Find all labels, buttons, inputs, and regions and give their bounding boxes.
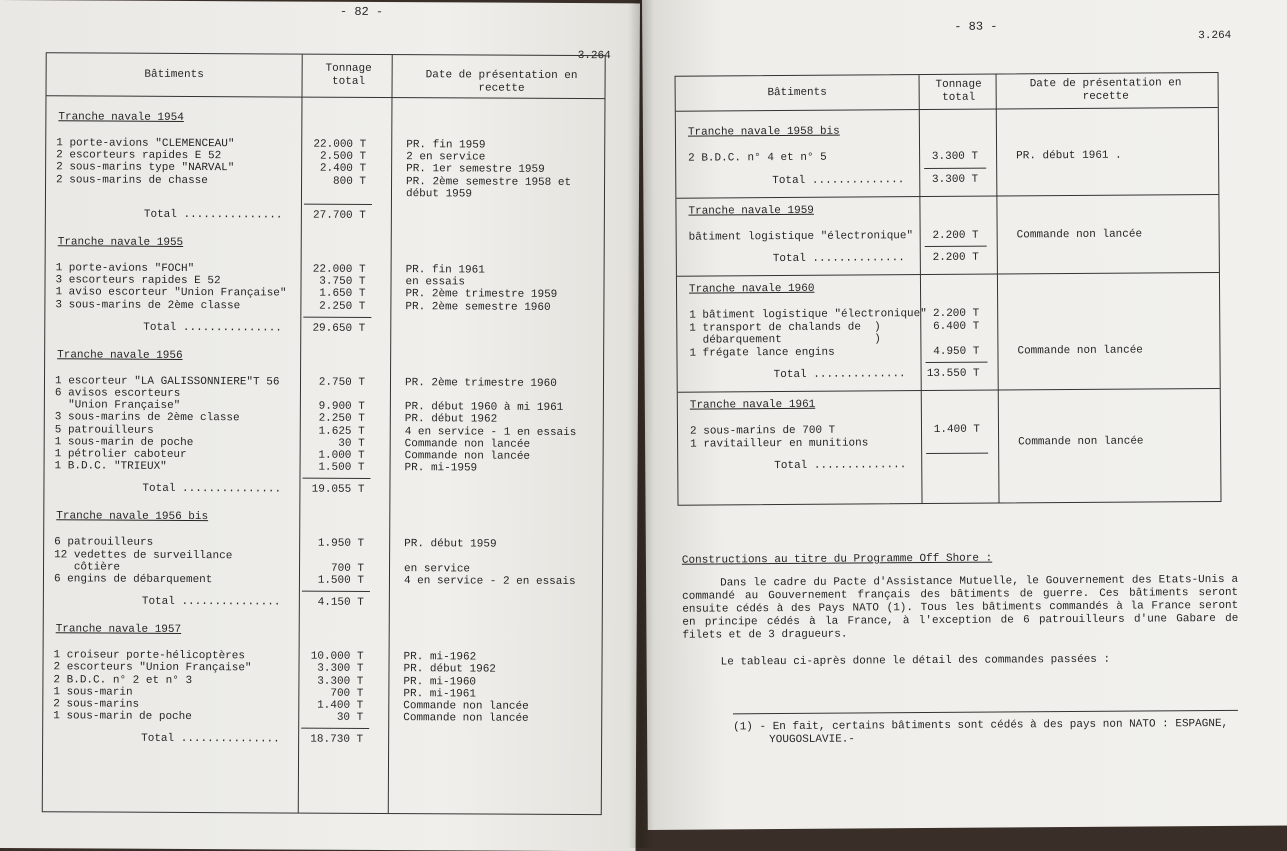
presentation-date: PR. début 1961 . <box>1016 150 1122 163</box>
tonnage-value: 1.500 T <box>302 575 364 587</box>
ship-name: 1 croiseur porte-hélicoptères <box>54 649 245 662</box>
ship-name: 2 sous-marins <box>53 698 139 710</box>
section-separator <box>677 272 1219 277</box>
table-row <box>43 710 601 725</box>
tonnage-value: 2.750 T <box>303 376 365 388</box>
total-rule <box>926 362 988 363</box>
total-row <box>44 483 602 498</box>
total-value: 13.550 T <box>924 368 980 380</box>
presentation-date: PR. mi-1962 <box>404 651 477 663</box>
header-date: Date de présentation en recette <box>1011 77 1201 104</box>
presentation-date: début 1959 <box>406 188 472 200</box>
total-row <box>46 208 604 223</box>
total-rule <box>925 246 987 247</box>
footnote-rule <box>733 710 1238 715</box>
header-tonnage: Tonnage total <box>309 63 389 89</box>
total-value: 4.150 T <box>302 597 364 609</box>
ship-name: 2 sous-marins de 700 T <box>690 425 835 438</box>
tonnage-value: 30 T <box>301 712 363 724</box>
total-value: 27.700 T <box>304 210 366 222</box>
total-value: 2.200 T <box>923 252 979 264</box>
presentation-date: Commande non lancée <box>403 712 528 725</box>
ships-table-left <box>42 52 606 815</box>
tonnage-value: 3.300 T <box>301 663 363 675</box>
total-label: Total ............... <box>143 322 282 335</box>
table-row <box>45 460 603 475</box>
ship-name: 5 patrouilleurs <box>55 424 154 437</box>
presentation-date: PR. 1er semestre 1959 <box>406 164 545 177</box>
presentation-date: PR. 2ème semestre 1958 et <box>406 176 571 189</box>
ship-name: 3 escorteurs rapides E 52 <box>56 274 221 287</box>
ship-name: 1 porte-avions "FOCH" <box>56 262 195 275</box>
section-title: Tranche navale 1961 <box>690 399 816 412</box>
table-row <box>677 227 1219 243</box>
section-title: Tranche navale 1955 <box>58 236 183 249</box>
total-value: 19.055 T <box>302 484 364 496</box>
section-title: Tranche navale 1958 bis <box>688 126 840 139</box>
tonnage-value: 800 T <box>304 175 366 187</box>
section-title: Tranche navale 1956 <box>57 349 182 362</box>
presentation-date: PR. début 1960 à mi 1961 <box>405 401 563 414</box>
presentation-date: PR. 2ème trimestre 1960 <box>405 377 557 390</box>
table-row <box>46 186 604 201</box>
presentation-date: Commande non lancée <box>405 450 530 463</box>
tonnage-value: 30 T <box>303 437 365 449</box>
presentation-date: en essais <box>405 276 464 288</box>
tonnage-value: 3.300 T <box>922 151 978 163</box>
document-reference: 3.264 <box>578 50 611 62</box>
tonnage-value: 1.625 T <box>303 425 365 437</box>
total-label: Total .............. <box>772 174 904 187</box>
total-label: Total ............... <box>144 209 283 222</box>
presentation-date: en service <box>404 563 470 575</box>
ship-name: 2 escorteurs rapides E 52 <box>56 149 221 162</box>
table-row <box>677 343 1219 359</box>
presentation-date: PR. fin 1961 <box>406 264 485 276</box>
total-rule <box>302 591 370 592</box>
presentation-date: PR. 2ème trimestre 1959 <box>405 289 557 302</box>
total-rule <box>301 728 369 729</box>
presentation-date: PR. mi-1959 <box>405 462 478 474</box>
total-rule <box>924 167 986 168</box>
ship-name: 6 engins de débarquement <box>54 573 212 586</box>
total-row <box>677 250 1219 266</box>
document-reference: 3.264 <box>1198 30 1231 42</box>
presentation-date: Commande non lancée <box>1017 344 1143 357</box>
ship-name: bâtiment logistique "électronique" <box>689 230 914 244</box>
ship-name: 2 sous-marins type "NARVAL" <box>56 162 234 175</box>
offshore-title: Constructions au titre du Programme Off Shore : <box>682 553 992 567</box>
tonnage-value: 2.200 T <box>923 308 979 320</box>
presentation-date: Commande non lancée <box>1018 435 1144 448</box>
section-separator <box>678 388 1220 393</box>
page-number: - 83 - <box>954 20 997 34</box>
presentation-date: Commande non lancée <box>1017 228 1143 241</box>
ship-name: 1 sous-marin <box>53 686 132 698</box>
total-rule <box>926 453 988 454</box>
total-row <box>44 595 602 610</box>
tonnage-value: 1.000 T <box>303 450 365 462</box>
header-batiments: Bâtiments <box>676 86 919 101</box>
total-rule <box>304 204 372 205</box>
table-row <box>45 299 603 314</box>
presentation-date: PR. fin 1959 <box>406 139 485 151</box>
ship-name: 2 B.D.C. n° 2 et n° 3 <box>53 674 192 687</box>
tonnage-value: 10.000 T <box>302 651 364 663</box>
total-row <box>43 733 601 748</box>
presentation-date: Commande non lancée <box>405 438 530 451</box>
total-value: 18.730 T <box>301 734 363 746</box>
ship-name: "Union Française" <box>55 399 180 412</box>
total-label: Total .............. <box>774 368 906 381</box>
total-label: Total .............. <box>773 252 905 265</box>
presentation-date: PR. 2ème semestre 1960 <box>405 301 550 314</box>
left-page <box>0 0 640 851</box>
ship-name: 1 bâtiment logistique "électronique" <box>689 308 927 322</box>
ship-name: 1 sous-marin de poche <box>55 436 194 449</box>
tonnage-value: 1.950 T <box>302 538 364 550</box>
ships-table-right <box>675 72 1222 506</box>
section-title: Tranche navale 1960 <box>689 283 815 296</box>
tonnage-value: 4.950 T <box>923 345 979 357</box>
ship-name: 6 avisos escorteurs <box>55 387 180 400</box>
table-row <box>676 149 1218 165</box>
tonnage-value: 2.250 T <box>303 413 365 425</box>
ship-name: 3 sous-marins de 2ème classe <box>55 412 240 425</box>
ship-name: 1 ravitailleur en munitions <box>690 437 868 450</box>
presentation-date: PR. début 1959 <box>404 539 496 551</box>
total-value: 3.300 T <box>922 173 978 185</box>
presentation-date: PR. mi-1960 <box>403 676 476 688</box>
tonnage-value: 9.900 T <box>303 401 365 413</box>
ship-name: côtière <box>54 561 120 573</box>
tonnage-value: 6.400 T <box>923 320 979 332</box>
page-number: - 82 - <box>340 5 383 19</box>
tonnage-value: 700 T <box>302 562 364 574</box>
total-label: Total ............... <box>141 733 280 746</box>
ship-name: 1 aviso escorteur "Union Française" <box>55 287 286 300</box>
tonnage-value: 1.400 T <box>301 700 363 712</box>
ship-name: 1 transport de chalands de ) <box>689 321 881 334</box>
total-row <box>45 321 603 336</box>
footnote: (1) - En fait, certains bâtiments sont cédés à des pays non NATO : ESPAGNE, YOUGOSLAVIE.- <box>733 718 1279 748</box>
ship-name: 2 escorteurs "Union Française" <box>53 662 251 675</box>
total-label: Total .............. <box>774 459 906 472</box>
right-page <box>642 0 1287 830</box>
presentation-date: 4 en service - 2 en essais <box>404 575 576 588</box>
presentation-date: 2 en service <box>406 151 485 163</box>
tonnage-value: 22.000 T <box>304 264 366 276</box>
presentation-date: PR. mi-1961 <box>403 688 476 700</box>
tonnage-value: 1.500 T <box>303 462 365 474</box>
tonnage-value: 2.250 T <box>303 300 365 312</box>
ship-name: 3 sous-marins de 2ème classe <box>55 299 240 312</box>
total-label: Total ............... <box>142 596 281 609</box>
section-separator <box>676 193 1218 198</box>
ship-name: 1 pétrolier caboteur <box>55 448 187 461</box>
total-row <box>678 457 1220 473</box>
table-row <box>678 434 1220 450</box>
ship-name: débarquement ) <box>689 333 881 346</box>
ship-name: 1 sous-marin de poche <box>53 710 192 723</box>
ship-name: 1 frégate lance engins <box>689 346 834 359</box>
ship-name: 1 escorteur "LA GALISSONNIERE"T 56 <box>55 375 279 388</box>
tonnage-value: 22.000 T <box>304 139 366 151</box>
tonnage-value: 2.200 T <box>923 229 979 241</box>
presentation-date: 4 en service - 1 en essais <box>405 426 577 439</box>
total-label: Total ............... <box>142 483 281 496</box>
section-title: Tranche navale 1959 <box>688 204 814 217</box>
section-title: Tranche navale 1954 <box>58 111 183 124</box>
tonnage-value: 700 T <box>301 687 363 699</box>
tonnage-value: 2.500 T <box>304 151 366 163</box>
table-row <box>44 573 602 588</box>
offshore-line-2: Le tableau ci-après donne le détail des commandes passées : <box>721 653 1241 670</box>
tonnage-value: 1.650 T <box>303 288 365 300</box>
ship-name: 2 B.D.C. n° 4 et n° 5 <box>688 152 827 165</box>
ship-name: 2 sous-marins de chasse <box>56 174 208 187</box>
offshore-paragraph: Dans le cadre du Pacte d'Assistance Mutuelle, le Gouvernement des Etats-Unis a commandé au Gouvernement français des bâtiments de guerre. Ces bâtiments seront ensuite cédés à des Pays NATO (1). Tous les bâtiments commandés à la France seront en principe cédés à la France, à l'exception de 6 patrouilleurs d'une Gabare de filets et de 3 dragueurs. <box>682 574 1238 643</box>
tonnage-value: 3.300 T <box>301 675 363 687</box>
section-title: Tranche navale 1957 <box>56 623 181 636</box>
header-date: Date de présentation en recette <box>417 69 587 96</box>
total-row <box>676 171 1218 187</box>
ship-name: 12 vedettes de surveillance <box>54 549 232 562</box>
tonnage-value: 1.400 T <box>924 424 980 436</box>
tonnage-value: 3.750 T <box>303 276 365 288</box>
tonnage-value: 2.400 T <box>304 163 366 175</box>
section-title: Tranche navale 1956 bis <box>56 511 208 524</box>
total-rule <box>303 316 371 317</box>
total-value: 29.650 T <box>303 322 365 334</box>
presentation-date: Commande non lancée <box>403 700 528 713</box>
total-rule <box>302 478 370 479</box>
ship-name: 6 patrouilleurs <box>54 537 153 550</box>
header-batiments: Bâtiments <box>47 68 302 82</box>
presentation-date: PR. début 1962 <box>405 414 497 426</box>
presentation-date: PR. début 1962 <box>403 664 495 676</box>
ship-name: 1 porte-avions "CLEMENCEAU" <box>56 137 234 150</box>
header-tonnage: Tonnage total <box>924 79 994 105</box>
total-row <box>678 366 1220 382</box>
ship-name: 1 B.D.C. "TRIEUX" <box>55 460 167 473</box>
